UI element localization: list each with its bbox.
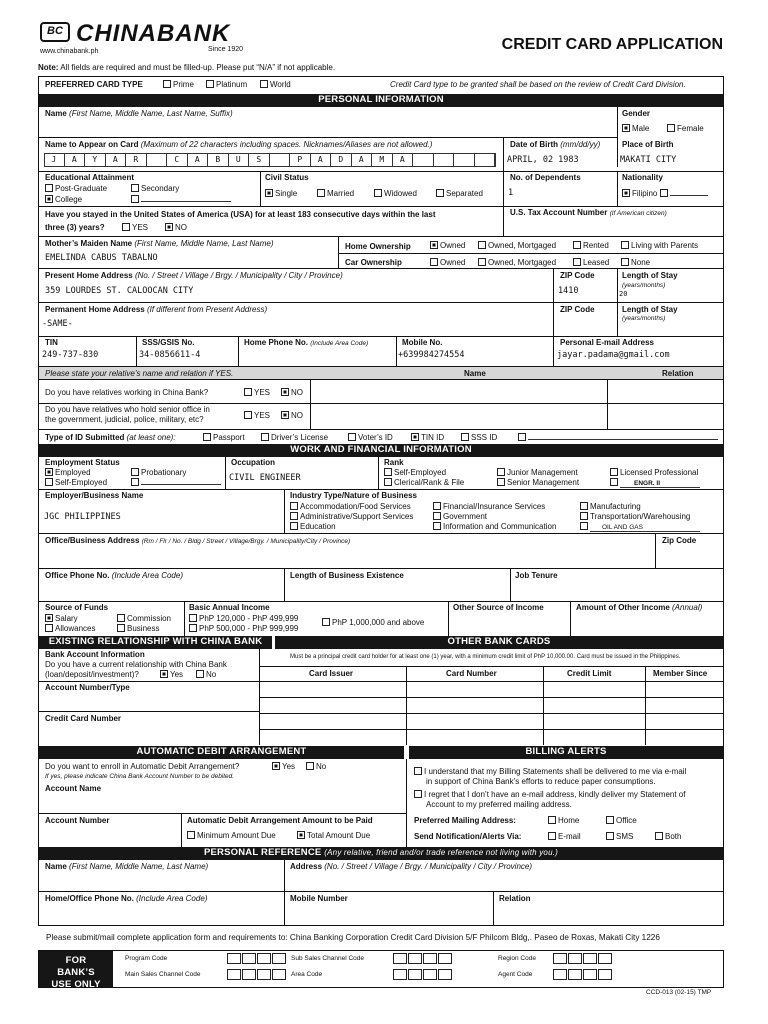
dependents-label: No. of Dependents: [510, 173, 581, 182]
car-owned-mortgaged[interactable]: Owned, Mortgaged: [478, 258, 556, 267]
debit-no[interactable]: No: [306, 762, 326, 771]
emp-other[interactable]: [131, 478, 221, 487]
code-input-box[interactable]: [438, 953, 452, 964]
main-sales-label: Main Sales Channel Code: [125, 971, 201, 978]
card-name-letter-box[interactable]: M: [372, 153, 393, 167]
reference-band: PERSONAL REFERENCE (Any relative, friend and/or trade reference not living with you.): [39, 847, 723, 860]
industry-label: Industry Type/Nature of Business: [290, 491, 417, 500]
col-credit-limit: Credit Limit: [567, 669, 612, 678]
mail-home[interactable]: Home: [548, 816, 579, 825]
notif-both[interactable]: Both: [655, 832, 681, 841]
email-value[interactable]: jayar.padama@gmail.com: [557, 350, 670, 360]
card-name-letter-box[interactable]: A: [65, 153, 86, 167]
brand-name: CHINABANK: [76, 20, 231, 47]
rank-label: Rank: [384, 458, 404, 467]
edu-other[interactable]: [131, 195, 231, 204]
relatives-q1-yes[interactable]: YES: [244, 388, 270, 397]
home-ownership-label: Home Ownership: [345, 242, 411, 251]
code-input-box[interactable]: [568, 953, 582, 964]
dob-label: Date of Birth (mm/dd/yy): [510, 140, 601, 149]
id-sss[interactable]: SSS ID: [461, 433, 497, 442]
code-input-box[interactable]: [598, 969, 612, 980]
civil-separated[interactable]: Separated: [436, 189, 483, 198]
notification-label: Send Notification/Alerts Via:: [414, 832, 522, 841]
code-input-box[interactable]: [438, 969, 452, 980]
employment-status-label: Employment Status: [45, 458, 120, 467]
home-rented[interactable]: Rented: [573, 241, 609, 250]
code-input-box[interactable]: [553, 969, 567, 980]
card-name-letter-box[interactable]: C: [167, 153, 188, 167]
perm-stay-label: Length of Stay: [622, 305, 678, 314]
funds-commission[interactable]: Commission: [117, 614, 171, 623]
rank-self[interactable]: Self-Employed: [384, 468, 446, 477]
submission-note: Please submit/mail complete application form and requirements to: China Banking Corporation Credit Card Division 5/F Philcom Bldg,. Paseo de Roxas, Makati City 1226: [46, 933, 660, 942]
occupation-value[interactable]: CIVIL ENGINEER: [229, 473, 301, 483]
debit-amount-label: Automatic Debit Arrangement Amount to be Paid: [187, 816, 373, 825]
office-address-label: Office/Business Address (Rm / Flr / No. / Bldg / Street / Village/Brgy. / Municipality/City / Province): [45, 536, 351, 545]
code-input-box[interactable]: [583, 969, 597, 980]
id-drivers-license[interactable]: Driver’s License: [261, 433, 328, 442]
ref-address-label: Address (No. / Street / Village / Brgy. / Municipality / City / Province): [290, 862, 533, 871]
code-input-box[interactable]: [583, 953, 597, 964]
ref-name-label: Name (First Name, Middle Name, Last Name): [45, 862, 209, 871]
ind-government[interactable]: Government: [433, 512, 487, 521]
ref-phone-label: Home/Office Phone No. (Include Area Code): [45, 894, 208, 903]
ind-financial[interactable]: Financial/Insurance Services: [433, 502, 545, 511]
card-name-letter-box[interactable]: A: [311, 153, 332, 167]
area-code-label: Area Code: [291, 971, 323, 978]
code-input-box[interactable]: [393, 953, 407, 964]
card-name-label: Name to Appear on Card (Maximum of 22 characters including spaces. Nicknames/Aliases are not allowed.): [45, 140, 433, 149]
pob-label: Place of Birth: [622, 140, 674, 149]
relationship-band: EXISTING RELATIONSHIP WITH CHINA BANK: [39, 636, 272, 649]
mobile-label: Mobile No.: [402, 338, 443, 347]
page-title: CREDIT CARD APPLICATION: [501, 36, 723, 53]
name-label: Name (First Name, Middle Name, Last Name, Suffix): [45, 109, 233, 118]
civil-single[interactable]: Single: [265, 189, 297, 198]
card-option-platinum[interactable]: Platinum: [206, 80, 247, 89]
rank-other[interactable]: ENGR. II: [610, 478, 700, 488]
code-input-box[interactable]: [393, 969, 407, 980]
card-name-letter-box[interactable]: U: [229, 153, 250, 167]
region-code-label: Region Code: [498, 955, 536, 962]
card-name-letter-box[interactable]: P: [290, 153, 311, 167]
card-option-world[interactable]: World: [260, 80, 291, 89]
id-type-label: Type of ID Submitted (at least one):: [45, 433, 176, 442]
chinabank-logo-mark: BC: [40, 22, 70, 42]
notif-sms[interactable]: SMS: [606, 832, 633, 841]
since-year: Since 1920: [208, 46, 244, 53]
note: Note: All fields are required and must be filled-up. Please put “N/A” if not applicable.: [38, 63, 336, 72]
id-voters[interactable]: Voter’s ID: [348, 433, 393, 442]
card-name-letter-box[interactable]: R: [126, 153, 147, 167]
mail-office[interactable]: Office: [606, 816, 637, 825]
relative-name-col: Name: [464, 369, 486, 378]
usa-no[interactable]: NO: [165, 223, 187, 232]
debit-hint: If yes, please indicate China Bank Account Number to be debited.: [45, 773, 235, 780]
sub-sales-label: Sub Sales Channel Code: [291, 955, 364, 962]
edu-secondary[interactable]: Secondary: [131, 184, 179, 193]
gender-label: Gender: [622, 109, 651, 118]
billing-mail-option-2: Account to my preferred mailing address.: [426, 800, 572, 809]
email-label: Personal E-mail Address: [560, 338, 654, 347]
card-name-letter-box[interactable]: S: [249, 153, 270, 167]
usa-yes[interactable]: YES: [122, 223, 148, 232]
emp-employed[interactable]: Employed: [45, 468, 91, 477]
card-name-letter-box[interactable]: B: [208, 153, 229, 167]
relatives-q1-no[interactable]: NO: [281, 388, 303, 397]
other-cards-band: OTHER BANK CARDS: [275, 636, 723, 649]
id-tin[interactable]: TIN ID: [411, 433, 444, 442]
mother-value[interactable]: EMELINDA CABUS TABALNO: [45, 253, 158, 263]
ind-info-comm[interactable]: Information and Communication: [433, 522, 556, 531]
code-input-box[interactable]: [242, 969, 256, 980]
dependents-value[interactable]: 1: [508, 188, 514, 198]
code-input-box[interactable]: [423, 969, 437, 980]
code-input-box[interactable]: [227, 953, 241, 964]
car-none[interactable]: None: [621, 258, 650, 267]
annual-income-label: Basic Annual Income: [189, 603, 270, 612]
col-card-issuer: Card Issuer: [309, 669, 354, 678]
office-phone-label: Office Phone No. (Include Area Code): [45, 571, 183, 580]
edu-college[interactable]: College: [45, 195, 82, 204]
code-input-box[interactable]: [242, 953, 256, 964]
relative-note: Please state your relative’s name and relation if YES.: [45, 369, 234, 378]
perm-address-label: Permanent Home Address (If different from Present Address): [45, 305, 268, 314]
ind-manufacturing[interactable]: Manufacturing: [580, 502, 641, 511]
code-input-box[interactable]: [257, 953, 271, 964]
rank-junior[interactable]: Junior Management: [497, 468, 578, 477]
card-type-remark: Credit Card type to be granted shall be based on the review of Credit Card Division.: [390, 80, 686, 89]
relationship-question: Do you have a current relationship with China Bank: [45, 660, 227, 669]
income-range-1[interactable]: PhP 120,000 - PhP 499,999: [189, 614, 298, 623]
income-range-2[interactable]: PhP 500,000 - PhP 999,999: [189, 624, 298, 633]
code-input-box[interactable]: [227, 969, 241, 980]
card-name-letter-box[interactable]: D: [331, 153, 352, 167]
card-name-letter-box[interactable]: Y: [85, 153, 106, 167]
code-input-box[interactable]: [598, 953, 612, 964]
card-name-letter-box[interactable]: J: [44, 153, 65, 167]
usa-question: Have you stayed in the United States of America (USA) for at least 183 consecutive days within the last: [45, 210, 436, 219]
id-other[interactable]: [518, 433, 718, 442]
billing-email-option-2: in support of China Bank’s efforts to reduce paper consumptions.: [426, 777, 656, 786]
relatives-q1: Do you have relatives working in China Bank?: [45, 388, 209, 397]
col-member-since: Member Since: [653, 669, 708, 678]
billing-mail-option[interactable]: I regret that I don’t have an e-mail address, kindly deliver my Statement of: [414, 790, 685, 799]
relatives-q2-no[interactable]: NO: [281, 411, 303, 420]
account-name-label: Account Name: [45, 784, 102, 793]
billing-band: BILLING ALERTS: [409, 746, 723, 759]
relationship-no[interactable]: No: [196, 670, 216, 679]
length-business-label: Length of Business Existence: [290, 571, 404, 580]
nationality-label: Nationality: [622, 173, 663, 182]
sss-value[interactable]: 34-0856611-4: [139, 350, 201, 360]
id-passport[interactable]: Passport: [203, 433, 245, 442]
home-phone-label: Home Phone No. (Include Area Code): [244, 338, 369, 347]
relationship-yes[interactable]: Yes: [160, 670, 183, 679]
billing-email-option[interactable]: I understand that my Billing Statements shall be delivered to me via e-mail: [414, 767, 686, 776]
ind-admin[interactable]: Administrative/Support Services: [290, 512, 413, 521]
car-leased[interactable]: Leased: [573, 258, 609, 267]
perm-zip-label: ZIP Code: [560, 305, 595, 314]
account-number-label: Account Number: [45, 816, 110, 825]
code-input-box[interactable]: [553, 953, 567, 964]
civil-widowed[interactable]: Widowed: [374, 189, 417, 198]
edu-postgrad[interactable]: Post-Graduate: [45, 184, 107, 193]
col-card-number: Card Number: [446, 669, 497, 678]
usa-question-2: three (3) years?: [45, 223, 105, 232]
personal-info-band: PERSONAL INFORMATION: [39, 94, 723, 107]
stay-label: Length of Stay: [622, 271, 678, 280]
car-ownership-label: Car Ownership: [345, 258, 402, 267]
ind-education[interactable]: Education: [290, 522, 336, 531]
pob-value[interactable]: MAKATI CITY: [620, 155, 677, 165]
occupation-label: Occupation: [231, 458, 276, 467]
dob-value[interactable]: APRIL, 02 1983: [507, 155, 579, 165]
mother-label: Mother’s Maiden Name (First Name, Middle Name, Last Name): [45, 239, 274, 248]
credit-card-number-label: Credit Card Number: [45, 714, 122, 723]
bank-account-info-label: Bank Account Information: [45, 650, 145, 659]
us-tax-label: U.S. Tax Account Number (If American citizen): [510, 208, 667, 217]
other-income-amount-label: Amount of Other Income (Annual): [576, 603, 703, 612]
stay-hint: (years/months): [622, 282, 666, 289]
other-income-label: Other Source of Income: [453, 603, 544, 612]
card-name-letter-box[interactable]: A: [393, 153, 414, 167]
gender-female[interactable]: Female: [667, 124, 704, 133]
card-name-letter-box[interactable]: A: [352, 153, 373, 167]
civil-status-label: Civil Status: [265, 173, 309, 182]
job-tenure-label: Job Tenure: [515, 571, 558, 580]
debit-total-due[interactable]: Total Amount Due: [297, 831, 370, 840]
preferred-card-label: PREFERRED CARD TYPE: [45, 80, 143, 89]
card-option-prime[interactable]: Prime: [163, 80, 194, 89]
home-living-parents[interactable]: Living with Parents: [621, 241, 698, 250]
rank-senior[interactable]: Senior Management: [497, 478, 579, 487]
debit-band: AUTOMATIC DEBIT ARRANGEMENT: [39, 746, 404, 759]
work-info-band: WORK AND FINANCIAL INFORMATION: [39, 444, 723, 457]
relatives-q2-yes[interactable]: YES: [244, 411, 270, 420]
emp-self[interactable]: Self-Employed: [45, 478, 107, 487]
program-code-label: Program Code: [125, 955, 168, 962]
funds-business[interactable]: Business: [117, 624, 159, 633]
debit-question: Do you want to enroll in Automatic Debit Arrangement?: [45, 762, 240, 771]
mobile-value[interactable]: +639984274554: [398, 350, 465, 360]
employer-value[interactable]: JGC PHILIPPINES: [44, 512, 121, 522]
gender-male[interactable]: Male: [622, 124, 649, 133]
other-cards-note: Must be a principal credit card holder for at least one (1) year, with a minimum credit limit of PhP 10,000.00. Card must be issued in the Philippines.: [290, 654, 681, 660]
ref-relation-label: Relation: [499, 894, 531, 903]
tin-value[interactable]: 249-737-830: [42, 350, 99, 360]
rank-licensed[interactable]: Licensed Professional: [610, 468, 698, 477]
home-owned[interactable]: Owned: [430, 241, 465, 250]
present-address-label: Present Home Address (No. / Street / Village / Brgy. / Municipality / City / Province): [45, 271, 343, 280]
ind-other[interactable]: OIL AND GAS: [580, 522, 700, 532]
relatives-q2: Do you have relatives who hold senior office in: [45, 405, 210, 414]
account-number-type-label: Account Number/Type: [45, 683, 130, 692]
zip-label: ZIP Code: [560, 271, 595, 280]
tin-label: TIN: [45, 338, 58, 347]
present-address-value[interactable]: 359 LOURDES ST. CALOOCAN CITY: [45, 286, 194, 296]
form-code: CCD-013 (02-15) TMP: [646, 989, 712, 996]
code-input-box[interactable]: [408, 953, 422, 964]
bank-use-label: FOR BANK’S USE ONLY: [39, 951, 113, 987]
card-name-grid: [44, 153, 496, 167]
perm-address-value[interactable]: -SAME-: [42, 319, 73, 329]
code-input-box[interactable]: [272, 953, 286, 964]
office-zip-label: Zip Code: [662, 536, 697, 545]
perm-stay-hint: (years/months): [622, 315, 666, 322]
civil-married[interactable]: Married: [317, 189, 354, 198]
code-input-box[interactable]: [423, 953, 437, 964]
stay-value[interactable]: 20: [619, 290, 628, 298]
website: www.chinabank.ph: [40, 48, 99, 55]
code-input-box[interactable]: [408, 969, 422, 980]
home-owned-mortgaged[interactable]: Owned, Mortgaged: [478, 241, 556, 250]
sss-label: SSS/GSIS No.: [142, 338, 195, 347]
ind-accommodation[interactable]: Accommodation/Food Services: [290, 502, 411, 511]
card-name-letter-box[interactable]: A: [106, 153, 127, 167]
funds-salary[interactable]: Salary: [45, 614, 78, 623]
employer-label: Employer/Business Name: [45, 491, 144, 500]
source-funds-label: Source of Funds: [45, 603, 109, 612]
nationality-filipino[interactable]: Filipino: [622, 189, 708, 198]
code-input-box[interactable]: [272, 969, 286, 980]
code-input-box[interactable]: [568, 969, 582, 980]
code-input-box[interactable]: [257, 969, 271, 980]
debit-yes[interactable]: Yes: [272, 762, 295, 771]
education-label: Educational Attainment: [45, 173, 135, 182]
income-range-3[interactable]: PhP 1,000,000 and above: [322, 618, 424, 627]
car-owned[interactable]: Owned: [430, 258, 465, 267]
agent-code-label: Agent Code: [498, 971, 533, 978]
relationship-question-2: (loan/deposit/investment)?: [45, 670, 139, 679]
funds-allowances[interactable]: Allowances: [45, 624, 95, 633]
relatives-q2-b: the government, judicial, police, military, etc?: [45, 415, 204, 424]
rank-clerical[interactable]: Clerical/Rank & File: [384, 478, 464, 487]
emp-probationary[interactable]: Probationary: [131, 468, 186, 477]
ref-mobile-label: Mobile Number: [290, 894, 348, 903]
ind-transportation[interactable]: Transportation/Warehousing: [580, 512, 690, 521]
relative-relation-col: Relation: [662, 369, 694, 378]
notif-email[interactable]: E-mail: [548, 832, 581, 841]
mailing-address-label: Preferred Mailing Address:: [414, 816, 516, 825]
debit-min-due[interactable]: Minimum Amount Due: [187, 831, 276, 840]
card-name-letter-box[interactable]: A: [188, 153, 209, 167]
zip-value[interactable]: 1410: [558, 286, 579, 296]
